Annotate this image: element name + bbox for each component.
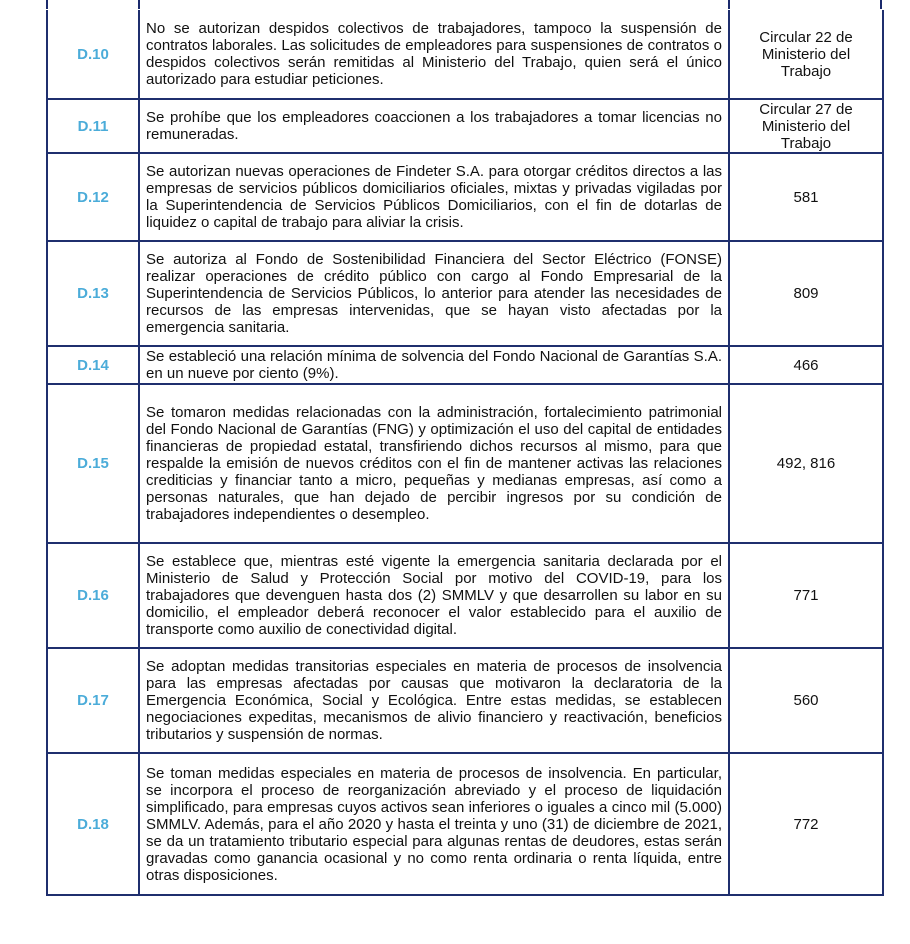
table-row [47, 241, 883, 346]
decree-reference: 492, 816 [729, 384, 883, 543]
decree-description: Se estableció una relación mínima de solvencia del Fondo Nacional de Garantías S.A. en un nueve por ciento (9%). [139, 346, 729, 384]
decree-description: Se establece que, mientras esté vigente la emergencia sanitaria declarada por el Ministerio de Salud y Protección Social por motivo del COVID-19, para los trabajadores que devenguen hasta dos (2) SMMLV y que desarrollen su labor en su domicilio, el empleador deberá reconocer el valor establecido para el auxilio de transporte como auxilio de conectividad digital. [139, 543, 729, 648]
column-border-stub [880, 0, 882, 9]
table-row [47, 99, 883, 153]
decree-description: Se adoptan medidas transitorias especiales en materia de procesos de insolvencia para las empresas afectadas por causas que motivaron la declaratoria de la Emergencia Económica, Social y Ecológica. Entre estas medidas, se establecen negociaciones expeditas, mecanismos de alivio financiero y reactivación, beneficios tributarios y suspensión de normas. [139, 648, 729, 753]
decree-code: D.13 [47, 241, 139, 346]
decree-description: Se autorizan nuevas operaciones de Findeter S.A. para otorgar créditos directos a las empresas de servicios públicos domiciliarios oficiales, mixtas y privadas vigiladas por la Superintendencia de Servicios Públicos Domiciliarios, con el fin de dotarlas de liquidez o capital de trabajo para aliviar la crisis. [139, 153, 729, 241]
column-border-stub [728, 0, 730, 9]
decree-reference: 772 [729, 753, 883, 895]
decree-reference: Circular 27 de Ministerio del Trabajo [729, 99, 883, 153]
decree-reference: 581 [729, 153, 883, 241]
decree-description: Se tomaron medidas relacionadas con la administración, fortalecimiento patrimonial del Fondo Nacional de Garantías (FNG) y optimización el uso del capital de entidades financieras de propiedad estatal, transfiriendo dichos recursos al mismo, para que respalde la emisión de nuevos créditos con el fin de mantener activas las relaciones crediticias y financiar tanto a micro, pequeñas y medianas empresas, así como a personas naturales, que han dejado de percibir ingresos por su condición de trabajadores independientes o desempleo. [139, 384, 729, 543]
decree-description: No se autorizan despidos colectivos de trabajadores, tampoco la suspensión de contratos laborales. Las solicitudes de empleadores para suspensiones de contratos o despidos colectivos serán remitidas al Ministerio del Trabajo, quien será el único autorizado para estudiar peticiones. [139, 10, 729, 99]
decree-code: D.12 [47, 153, 139, 241]
decree-code: D.14 [47, 346, 139, 384]
column-border-stub [138, 0, 140, 9]
decree-reference: Circular 22 de Ministerio del Trabajo [729, 10, 883, 99]
decree-reference: 771 [729, 543, 883, 648]
decree-code: D.11 [47, 99, 139, 153]
table-row [47, 543, 883, 648]
decree-code: D.18 [47, 753, 139, 895]
table-row [47, 753, 883, 895]
column-border-stub [46, 0, 48, 9]
table-row [47, 10, 883, 99]
decree-description: Se toman medidas especiales en materia de procesos de insolvencia. En particular, se incorpora el proceso de reorganización abreviado y el proceso de liquidación simplificado, para empresas cuyos activos sean inferiores o iguales a cinco mil (5.000) SMMLV. Además, para el año 2020 y hasta el treinta y uno (31) de diciembre de 2021, se da un tratamiento tributario especial para algunas rentas de deudores, estas serán gravadas como ganancia ocasional y no como renta ordinaria o renta líquida, entre otras disposiciones. [139, 753, 729, 895]
table-row [47, 384, 883, 543]
decree-reference: 809 [729, 241, 883, 346]
table-row [47, 153, 883, 241]
decree-code: D.16 [47, 543, 139, 648]
decree-description: Se autoriza al Fondo de Sostenibilidad Financiera del Sector Eléctrico (FONSE) realizar operaciones de crédito público con cargo al Fondo Empresarial de la Superintendencia de Servicios Públicos, lo anterior para atender las necesidades de recursos de las empresas intervenidas, que se hayan visto afectadas por la emergencia sanitaria. [139, 241, 729, 346]
table-row [47, 346, 883, 384]
table-row [47, 648, 883, 753]
decree-code: D.15 [47, 384, 139, 543]
decree-description: Se prohíbe que los empleadores coaccionen a los trabajadores a tomar licencias no remuneradas. [139, 99, 729, 153]
decree-reference: 560 [729, 648, 883, 753]
decree-reference: 466 [729, 346, 883, 384]
decrees-table [46, 10, 884, 896]
decree-code: D.10 [47, 10, 139, 99]
decree-code: D.17 [47, 648, 139, 753]
